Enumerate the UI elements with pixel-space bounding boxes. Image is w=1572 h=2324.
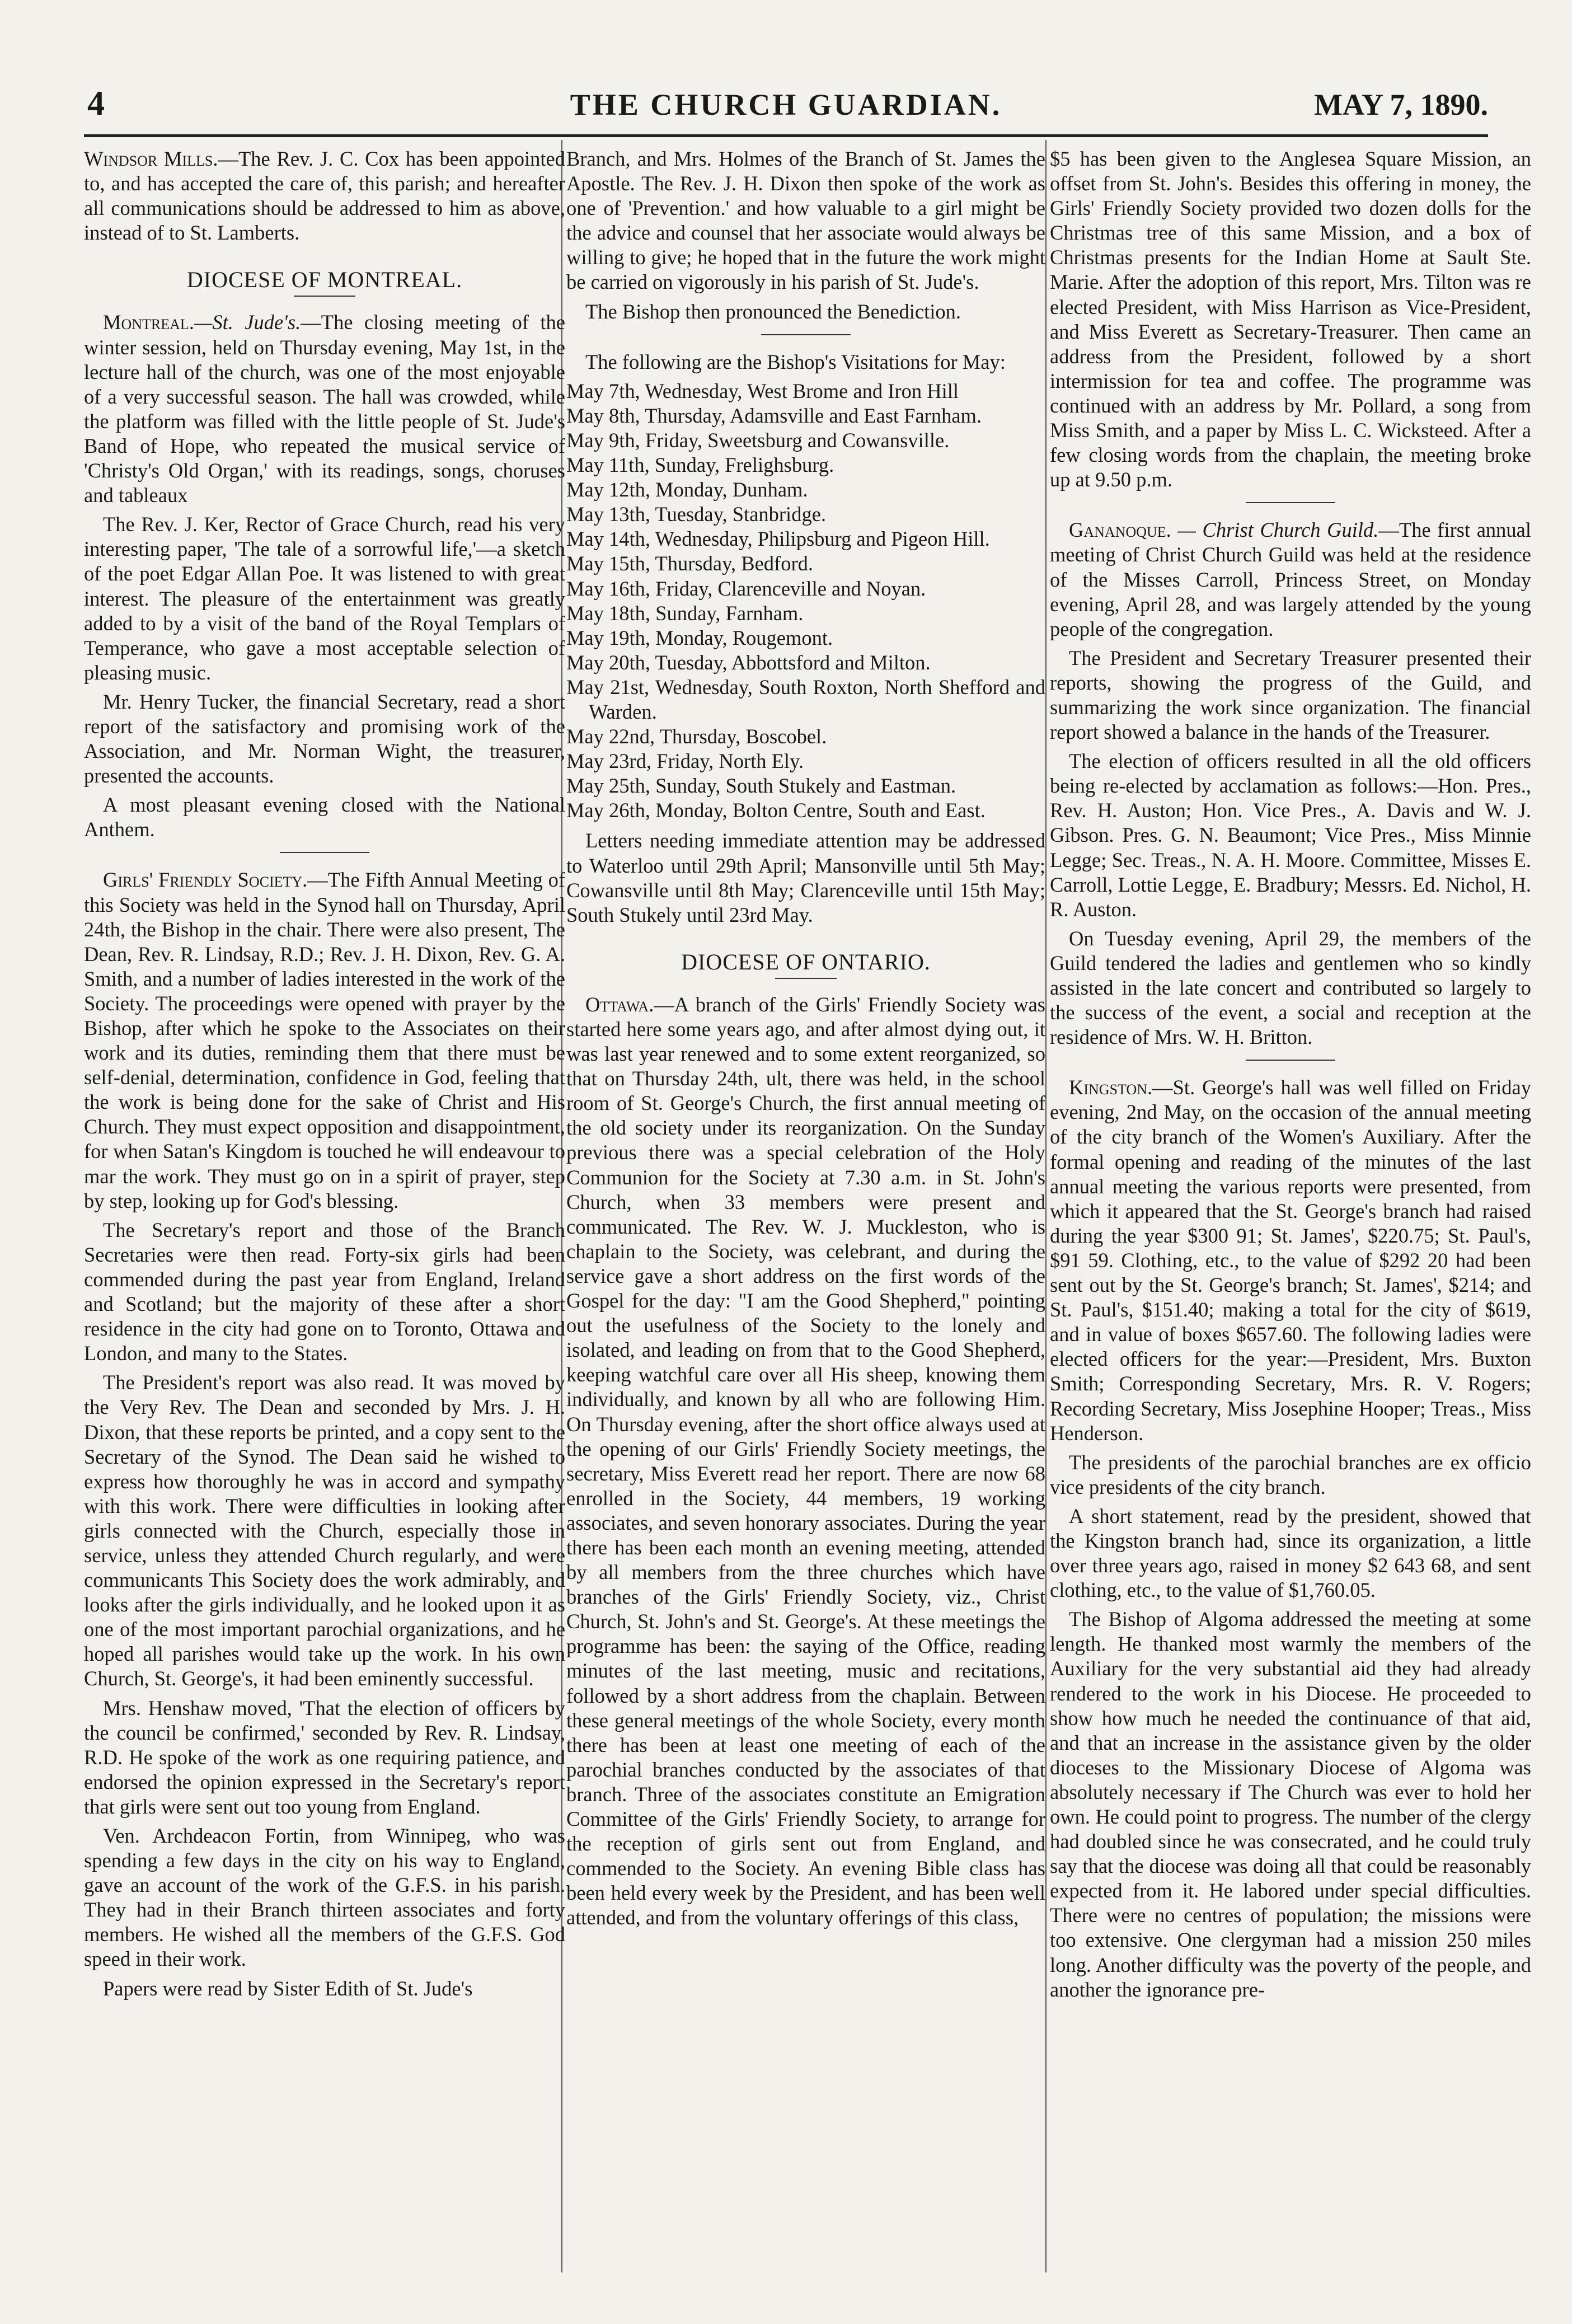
list-item: May 15th, Thursday, Bedford. <box>566 552 813 575</box>
paragraph: $5 has been given to the Anglesea Square Mission, an offset from St. John's. Besides this offering in money, the Girls' Friendly Society provided two dozen dolls for the Christmas tree of this same Mission, and a box of Christmas presents for the Indian Home at Sault Ste. Marie. After the adoption of this report, Mrs. Tilton was re elected President, with Miss Harrison as Vice-President, and Miss Everett as Secretary-Treasurer. Then came an address from the President, followed by a short intermission for tea and coffee. The programme was continued with an address by Mr. Pollard, a song from Miss Smith, and a paper by Miss L. C. Wicksteed. After a few closing words from the chaplain, the meeting broke up at 9.50 p.m. <box>1050 147 1531 491</box>
header-rule <box>84 134 1488 137</box>
paragraph <box>1050 1075 1531 1445</box>
paragraph: The Bishop then pronounced the Benediction. <box>585 299 961 323</box>
item-text: —St. George's hall was well filled on Friday evening, 2nd May, on the occasion of the annual meeting of the city branch of the Women's Auxiliary. After the formal opening and reading of the minutes of the last annual meeting the various reports were presented, from which it appeared that the St. George's branch had raised during the year $300 91; St. James', $220.75; St. Paul's, $91 59. Clothing, etc., to the value of $292 20 had been sent out by the St. George's branch; St. James', $214; and St. Paul's, $151.40; making a total for the city of $619, and in value of boxes $657.60. The following ladies were elected officers for the year:—President, Mrs. Buxton Smith; Corresponding Secretary, Mrs. R. V. Rogers; Recording Secretary, Miss Josephine Hooper; Treas., Miss Henderson. <box>1050 1076 1531 1445</box>
paragraph: The presidents of the parochial branches are ex officio vice presidents of the city branch. <box>1050 1450 1531 1498</box>
item-text: —The closing meeting of the winter session, held on Thursday evening, May 1st, in the lecture hall of the church, was one of the most enjoyable of a very successful season. The hall was crowded, while the platform was filled with the little people of St. Jude's Band of Hope, who repeated the musical service of 'Christy's Old Organ,' with its readings, songs, choruses and tableaux <box>84 311 565 507</box>
paragraph <box>566 992 1045 1931</box>
list-item: May 9th, Friday, Sweetsburg and Cowansville. <box>566 428 950 452</box>
item-lead: Ottawa. <box>585 992 654 1016</box>
issue-date: MAY 7, 1890. <box>1313 88 1488 121</box>
item-lead: Montreal. <box>103 311 194 334</box>
item-lead: Girls' Friendly Society. <box>103 868 308 892</box>
visitations-list <box>566 379 1045 823</box>
item-text: —The first annual meeting of Christ Church Guild was held at the residence of the Misses Carroll, Princess Street, on Monday evening, April 28, and was largely attended by the young people of the congregation. <box>1050 518 1531 640</box>
list-item: May 7th, Wednesday, West Brome and Iron Hill <box>566 379 959 402</box>
divider <box>775 978 837 979</box>
divider <box>1246 502 1335 503</box>
item-lead: Gananoque. <box>1069 518 1171 542</box>
section-heading: DIOCESE OF MONTREAL. <box>186 267 463 293</box>
item-lead: Windsor Mills. <box>84 147 218 170</box>
column-1 <box>84 147 565 2274</box>
page-number: 4 <box>87 85 105 123</box>
item-subhead: —St. Jude's. <box>194 311 301 334</box>
paragraph: The election of officers resulted in all the old officers being re-elected by acclamation as follows:—Hon. Pres., Rev. H. Auston; Hon. Vice Pres., A. Davis and W. J. Gibson. Pres. G. N. Beaumont; Vice Pres., Miss Minnie Legge; Sec. Treas., N. A. H. Moore. Committee, Misses E. Carroll, Lottie Legge, E. Bradbury; Messrs. Ed. Nichol, H. R. Auston. <box>1050 749 1531 921</box>
paragraph <box>1050 518 1531 641</box>
paragraph: Mrs. Henshaw moved, 'That the election of officers by the council be confirmed,' seconded by Rev. R. Lindsay, R.D. He spoke of the work as one requiring patience, and endorsed the opinion expressed in the Secretary's report that girls were sent out too young from England. <box>84 1696 565 1818</box>
paragraph <box>84 868 565 1213</box>
item-lead: Kingston. <box>1069 1076 1153 1099</box>
list-item: May 21st, Wednesday, South Roxton, North Shefford and Warden. <box>566 675 1045 723</box>
paragraph: A short statement, read by the president, showed that the Kingston branch had, since its organization, a little over three years ago, raised in money $2 643 68, and sent clothing, etc., to the value of $1,760.05. <box>1050 1504 1531 1602</box>
paragraph: The following are the Bishop's Visitations for May: <box>585 350 1006 373</box>
list-item: May 22nd, Thursday, Boscobel. <box>566 725 827 748</box>
list-item: May 16th, Friday, Clarenceville and Noyan. <box>566 577 926 600</box>
page-header <box>84 84 1488 140</box>
divider <box>1246 1060 1335 1061</box>
paragraph <box>84 310 565 508</box>
list-item: May 12th, Monday, Dunham. <box>566 478 808 502</box>
paragraph: The President and Secretary Treasurer presented their reports, showing the progress of the Guild, and summarizing the work since organization. The financial report showed a balance in the hands of the Treasurer. <box>1050 646 1531 744</box>
list-item: May 8th, Thursday, Adamsville and East Farnham. <box>566 404 982 427</box>
masthead: THE CHURCH GUARDIAN. <box>570 88 1002 121</box>
column-2 <box>566 147 1045 2274</box>
column-divider <box>1045 140 1047 2273</box>
paragraph: Letters needing immediate attention may be addressed to Waterloo until 29th April; Mansonville until 5th May; Cowansville until 8th May; Clarenceville until 15th May; South Stukely until 23rd May. <box>566 829 1045 926</box>
list-item: May 25th, Sunday, South Stukely and Eastman. <box>566 774 956 798</box>
section-heading: DIOCESE OF ONTARIO. <box>681 949 931 974</box>
paragraph: The Secretary's report and those of the Branch Secretaries were then read. Forty-six girls had been commended during the past year from England, Ireland and Scotland; but the majority of these after a short residence in the city had gone on to Toronto, Ottawa and London, and many to the States. <box>84 1218 565 1365</box>
list-item: May 18th, Sunday, Farnham. <box>566 601 804 625</box>
item-text: —A branch of the Girls' Friendly Society was started here some years ago, and after almost dying out, it was last year renewed and to some extent reorganized, so that on Thursday 24th, ult, there was held, in the school room of St. George's Church, the first annual meeting of the old society under its reorganization. On the Sunday previous there was a special celebration of the Holy Communion for the Society at 7.30 a.m. in St. John's Church, when 33 members were present and communicated. The Rev. W. J. Muckleston, who is chaplain to the Society, was celebrant, and during the service gave a short address on the first words of the Gospel for the day: "I am the Good Shepherd," pointing out the usefulness of the Society to the lonely and isolated, and leading on from that to the Good Shepherd, keeping watchful care over all His sheep, knowing them individually, and known by all who are following Him. On Thursday evening, after the short office always used at the opening of our Girls' Friendly Society meetings, the secretary, Miss Everett read her report. There are now 68 enrolled in the Society, 44 members, 19 working associates, and seven honorary associates. During the year there has been each month an evening meeting, attended by all members from the three churches which have branches of the Girls' Friendly Society, viz., Christ Church, St. John's and St. George's. At these meetings the programme has been: the saying of the Office, reading minutes of the last meeting, music and recitations, followed by a short address from the chaplain. Between these general meetings of the whole Society, every month there has been at least one meeting of each of the parochial branches conducted by the associates of that branch. Three of the associates constitute an Emigration Committee of the Girls' Friendly Society, to arrange for the reception of girls sent out from England, and commended to the Society. An evening Bible class has been held every week by the President, and has been well attended, and from the voluntary offerings of this class, <box>566 992 1045 1929</box>
paragraph: The President's report was also read. It was moved by the Very Rev. The Dean and seconded by Mrs. J. H. Dixon, that these reports be printed, and a copy sent to the Secretary of the Synod. The Dean said he wished to express how thoroughly he was in accord and sympathy with this work. There were difficulties in looking after girls connected with the Church, especially those in service, unless they attended Church regularly, and were communicants This Society does the work admirably, and looks after the girls individually, and he looked upon it as one of the most important parochial organizations, and he hoped all parishes would take up the work. In his own Church, St. George's, it had been eminently successful. <box>84 1371 565 1690</box>
item-text: —The Rev. J. C. Cox has been appointed to, and has accepted the care of, this parish; and hereafter all communications should be addressed to him as above, instead of to St. Lamberts. <box>84 147 565 245</box>
paragraph <box>84 147 565 245</box>
list-item: May 26th, Monday, Bolton Centre, South and East. <box>566 799 986 822</box>
list-item: May 20th, Tuesday, Abbottsford and Milton. <box>566 650 931 674</box>
column-3 <box>1050 147 1531 2274</box>
list-item: May 23rd, Friday, North Ely. <box>566 749 804 773</box>
item-subhead: — Christ Church Guild. <box>1171 518 1379 542</box>
paragraph: The Bishop of Algoma addressed the meeting at some length. He thanked most warmly the members of the Auxiliary for the very substantial aid they had already rendered to the work in his Diocese. He proceeded to show how much he needed the continuance of that aid, and that an increase in the assistance given by the older dioceses to the Missionary Diocese of Algoma was absolutely necessary if The Church was ever to hold her own. He could point to progress. The number of the clergy had doubled since he was consecrated, and he could truly say that the diocese was doing all that could be reasonably expected from it. He labored under special difficulties. There were no centres of population; the missions were too extensive. One clergyman had a mission 250 miles long. Another difficulty was the poverty of the people, and another the ignorance pre- <box>1050 1608 1531 2001</box>
divider <box>761 334 851 335</box>
paragraph: Mr. Henry Tucker, the financial Secretary, read a short report of the satisfactory and promising work of the Association, and Mr. Norman Wight, the treasurer, presented the accounts. <box>84 690 565 788</box>
list-item: May 19th, Monday, Rougemont. <box>566 626 833 649</box>
paragraph: Ven. Archdeacon Fortin, from Winnipeg, who was spending a few days in the city on his way to England, gave an account of the work of the G.F.S. in his parish. They had in their Branch thirteen associates and forty members. He wished all the members of the G.F.S. God speed in their work. <box>84 1824 565 1971</box>
paragraph: On Tuesday evening, April 29, the members of the Guild tendered the ladies and gentlemen who so kindly assisted in the late concert and contributed so largely to the success of the event, a social and reception at the residence of Mrs. W. H. Britton. <box>1050 926 1531 1049</box>
paragraph: A most pleasant evening closed with the National Anthem. <box>84 793 565 841</box>
item-text: —The Fifth Annual Meeting of this Society was held in the Synod hall on Thursday, April 24th, the Bishop in the chair. There were also present, The Dean, Rev. R. Lindsay, R.D.; Rev. J. H. Dixon, Rev. G. A. Smith, and a number of ladies interested in the work of the Society. The proceedings were opened with prayer by the Bishop, after which he spoke to the Associates on their work and its duties, reminding them that there must be self-denial, determination, confidence in God, feeling that the work is being done for the sake of Christ and His Church. They must expect opposition and disappointment, for when Satan's Kingdom is touched he will endeavour to mar the work. They must go on in a spirit of prayer, step by step, looking up for God's blessing. <box>84 868 565 1212</box>
list-item: May 11th, Sunday, Frelighsburg. <box>566 453 834 477</box>
list-item: May 13th, Tuesday, Stanbridge. <box>566 503 827 526</box>
divider <box>280 852 369 853</box>
list-item: May 14th, Wednesday, Philipsburg and Pigeon Hill. <box>566 527 990 551</box>
paragraph: The Rev. J. Ker, Rector of Grace Church, read his very interesting paper, 'The tale of a sorrowful life,'—a sketch of the poet Edgar Allan Poe. It was listened to with great interest. The pleasure of the entertainment was greatly added to by a visit of the band of the Royal Templars of Temperance, who gave a most acceptable selection of pleasing music. <box>84 513 565 684</box>
divider <box>294 296 355 297</box>
paragraph: Branch, and Mrs. Holmes of the Branch of St. James the Apostle. The Rev. J. H. Dixon then spoke of the work as one of 'Prevention.' and how valuable to a girl might be the advice and counsel that her associate would always be willing to give; he hoped that in the future the work might be carried on vigorously in his parish of St. Jude's. <box>566 147 1045 294</box>
paragraph: Papers were read by Sister Edith of St. Jude's <box>103 1976 473 2000</box>
